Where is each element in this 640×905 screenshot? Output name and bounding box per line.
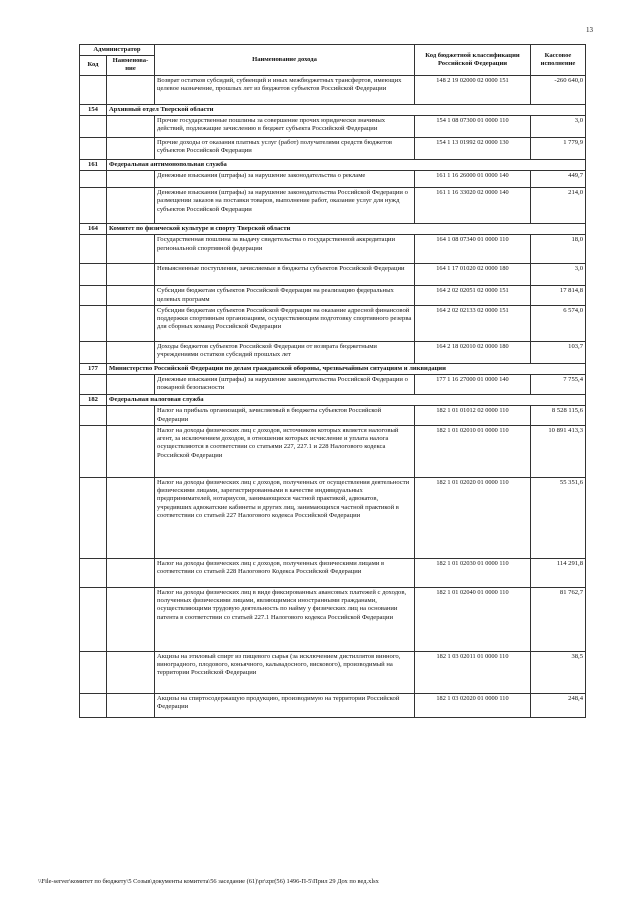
admin-name-cell — [107, 235, 155, 264]
group-code: 161 — [80, 159, 107, 170]
group-row — [80, 159, 586, 170]
code-cell — [80, 305, 107, 341]
income-row — [80, 235, 586, 264]
execution-amount: 6 574,0 — [531, 305, 586, 341]
group-row — [80, 104, 586, 115]
income-name: Невыясненные поступления, зачисляемые в бюджеты субъектов Российской Федерации — [155, 264, 415, 286]
income-row — [80, 693, 586, 717]
execution-amount: 3,0 — [531, 115, 586, 137]
group-row — [80, 395, 586, 406]
income-row — [80, 425, 586, 477]
execution-amount: 7 755,4 — [531, 375, 586, 395]
kbk-code: 164 1 17 01020 02 0000 180 — [415, 264, 531, 286]
execution-amount: 81 762,7 — [531, 587, 586, 651]
kbk-code: 164 1 08 07340 01 0000 110 — [415, 235, 531, 264]
income-row — [80, 264, 586, 286]
group-row — [80, 224, 586, 235]
code-header: Код — [80, 56, 107, 75]
kbk-code: 182 1 01 01012 02 0000 110 — [415, 406, 531, 425]
code-cell — [80, 587, 107, 651]
admin-name-cell — [107, 693, 155, 717]
income-row — [80, 305, 586, 341]
code-cell — [80, 341, 107, 363]
admin-name-cell — [107, 425, 155, 477]
execution-amount: 1 779,9 — [531, 137, 586, 159]
code-cell — [80, 171, 107, 188]
admin-name-cell — [107, 171, 155, 188]
code-cell — [80, 235, 107, 264]
group-row — [80, 363, 586, 374]
kbk-code: 164 2 02 02051 02 0000 151 — [415, 286, 531, 305]
income-name-header: Наименование дохода — [155, 45, 415, 76]
code-cell — [80, 425, 107, 477]
execution-amount: -260 640,0 — [531, 75, 586, 104]
group-code: 164 — [80, 224, 107, 235]
income-name: Денежные взыскания (штрафы) за нарушение законодательства Российской Федерации о размещении заказов на поставки товаров, выполнение работ, оказание услуг для нужд субъектов Российской Федерации — [155, 188, 415, 224]
kbk-code: 182 1 03 02011 01 0000 110 — [415, 651, 531, 693]
income-row — [80, 137, 586, 159]
code-cell — [80, 115, 107, 137]
income-name: Налог на доходы физических лиц с доходов, источником которых является налоговый агент, за исключением доходов, в отношении которых исчисление и уплата налога осуществляются в соответствии со статьями 227, 227.1 и 228 Налогового кодекса Российской Федерации — [155, 425, 415, 477]
admin-name-cell — [107, 375, 155, 395]
income-row — [80, 171, 586, 188]
execution-amount: 103,7 — [531, 341, 586, 363]
kbk-code: 182 1 01 02010 01 0000 110 — [415, 425, 531, 477]
code-cell — [80, 406, 107, 425]
execution-amount: 248,4 — [531, 693, 586, 717]
income-row — [80, 286, 586, 305]
group-title: Комитет по физической культуре и спорту Тверской области — [107, 224, 586, 235]
admin-name-cell — [107, 305, 155, 341]
kbk-code: 161 1 16 33020 02 0000 140 — [415, 188, 531, 224]
kbk-code: 182 1 01 02040 01 0000 110 — [415, 587, 531, 651]
code-cell — [80, 375, 107, 395]
kbk-code: 177 1 16 27000 01 0000 140 — [415, 375, 531, 395]
code-cell — [80, 264, 107, 286]
income-row — [80, 651, 586, 693]
income-name: Налог на доходы физических лиц с доходов, полученных от осуществления деятельности физическими лицами, зарегистрированными в качестве индивидуальных предпринимателей, нотариусов, занимающихся частной практикой, адвокатов, учредивших адвокатские кабинеты и других лиц, занимающихся частной практикой в соответствии со статьей 227 Налогового кодекса Российской Федерации — [155, 477, 415, 558]
execution-amount: 8 528 115,6 — [531, 406, 586, 425]
admin-name-cell — [107, 264, 155, 286]
income-name: Налог на доходы физических лиц с доходов, полученных физическими лицами в соответствии со статьей 228 Налогового Кодекса Российской Федерации — [155, 558, 415, 587]
admin-name-cell — [107, 115, 155, 137]
income-table — [79, 44, 586, 718]
execution-header: Кассовое исполнение — [531, 45, 586, 76]
income-row — [80, 558, 586, 587]
admin-name-cell — [107, 406, 155, 425]
execution-amount: 214,0 — [531, 188, 586, 224]
kbk-code: 182 1 03 02020 01 0000 110 — [415, 693, 531, 717]
code-cell — [80, 75, 107, 104]
admin-name-cell — [107, 75, 155, 104]
admin-name-cell — [107, 558, 155, 587]
income-name: Акцизы на спиртосодержащую продукцию, производимую на территории Российской Федерации — [155, 693, 415, 717]
income-row — [80, 341, 586, 363]
name-header: Наименова-ние — [107, 56, 155, 75]
income-row — [80, 375, 586, 395]
code-cell — [80, 286, 107, 305]
income-name: Прочие государственные пошлины за совершение прочих юридически значимых действий, подлежащие зачислению в бюджет субъекта Российской Федерации — [155, 115, 415, 137]
page-number: 13 — [586, 26, 593, 34]
admin-name-cell — [107, 651, 155, 693]
kbk-code: 154 1 13 01992 02 0000 130 — [415, 137, 531, 159]
income-row — [80, 406, 586, 425]
code-cell — [80, 137, 107, 159]
admin-name-cell — [107, 137, 155, 159]
income-row — [80, 115, 586, 137]
kbk-code: 164 2 18 02010 02 0000 180 — [415, 341, 531, 363]
execution-amount: 55 351,6 — [531, 477, 586, 558]
admin-name-cell — [107, 477, 155, 558]
file-path-footer: \\File-server\комитет по бюджету\5 Созыв\документы комитета\56 заседание (61)\pr\zpr(56) 1496-П-5\Прил 29 Дох по вед.xlsx — [38, 878, 379, 885]
code-cell — [80, 558, 107, 587]
income-row — [80, 75, 586, 104]
code-cell — [80, 188, 107, 224]
group-code: 182 — [80, 395, 107, 406]
income-name: Акцизы на этиловый спирт из пищевого сырья (за исключением дистиллятов винного, виноградного, плодового, коньячного, кальвадосного, вискового), производимый на территории Российской Федерации — [155, 651, 415, 693]
kbk-code: 182 1 01 02020 01 0000 110 — [415, 477, 531, 558]
admin-name-cell — [107, 188, 155, 224]
kbk-code: 182 1 01 02030 01 0000 110 — [415, 558, 531, 587]
execution-amount: 17 814,8 — [531, 286, 586, 305]
income-name: Денежные взыскания (штрафы) за нарушение законодательства Российской Федерации о пожарной безопасности — [155, 375, 415, 395]
code-cell — [80, 477, 107, 558]
kbk-code: 164 2 02 02133 02 0000 151 — [415, 305, 531, 341]
income-name: Прочие доходы от оказания платных услуг (работ) получателями средств бюджетов субъектов Российской Федерации — [155, 137, 415, 159]
execution-amount: 18,0 — [531, 235, 586, 264]
income-row — [80, 477, 586, 558]
income-name: Налог на прибыль организаций, зачисляемый в бюджеты субъектов Российской Федерации — [155, 406, 415, 425]
income-row — [80, 587, 586, 651]
income-row — [80, 188, 586, 224]
administrator-header: Администратор — [80, 45, 155, 56]
group-title: Архивный отдел Тверской области — [107, 104, 586, 115]
group-title: Федеральная антимонопольная служба — [107, 159, 586, 170]
code-cell — [80, 651, 107, 693]
income-name: Субсидии бюджетам субъектов Российской Федерации на реализацию федеральных целевых программ — [155, 286, 415, 305]
income-name: Субсидии бюджетам субъектов Российской Федерации на оказание адресной финансовой поддержки спортивным организациям, осуществляющим подготовку спортивного резерва для сборных команд Российской Федерации — [155, 305, 415, 341]
execution-amount: 114 291,8 — [531, 558, 586, 587]
group-code: 177 — [80, 363, 107, 374]
execution-amount: 10 891 413,3 — [531, 425, 586, 477]
admin-name-cell — [107, 286, 155, 305]
kbk-code: 161 1 16 26000 01 0000 140 — [415, 171, 531, 188]
execution-amount: 449,7 — [531, 171, 586, 188]
group-title: Министерство Российской Федерации по делам гражданской обороны, чрезвычайным ситуациям и ликвидации — [107, 363, 586, 374]
group-title: Федеральная налоговая служба — [107, 395, 586, 406]
admin-name-cell — [107, 341, 155, 363]
income-name: Налог на доходы физических лиц в виде фиксированных авансовых платежей с доходов, полученных физическими лицами, являющимися иностранными гражданами, осуществляющими трудовую деятельность по найму у физических лиц на основании патента в соответствии со статьей 227.1 Налогового кодекса Российской Федерации — [155, 587, 415, 651]
admin-name-cell — [107, 587, 155, 651]
income-name: Доходы бюджетов субъектов Российской Федерации от возврата бюджетными учреждениями остатков субсидий прошлых лет — [155, 341, 415, 363]
execution-amount: 38,5 — [531, 651, 586, 693]
income-name: Денежные взыскания (штрафы) за нарушение законодательства о рекламе — [155, 171, 415, 188]
income-name: Государственная пошлина за выдачу свидетельства о государственной аккредитации региональной спортивной федерации — [155, 235, 415, 264]
execution-amount: 3,0 — [531, 264, 586, 286]
income-name: Возврат остатков субсидий, субвенций и иных межбюджетных трансфертов, имеющих целевое назначение, прошлых лет из бюджетов субъектов Российской Федерации — [155, 75, 415, 104]
code-cell — [80, 693, 107, 717]
kbk-header: Код бюджетной классификации Российской Федерации — [415, 45, 531, 76]
kbk-code: 148 2 19 02000 02 0000 151 — [415, 75, 531, 104]
group-code: 154 — [80, 104, 107, 115]
kbk-code: 154 1 08 07300 01 0000 110 — [415, 115, 531, 137]
